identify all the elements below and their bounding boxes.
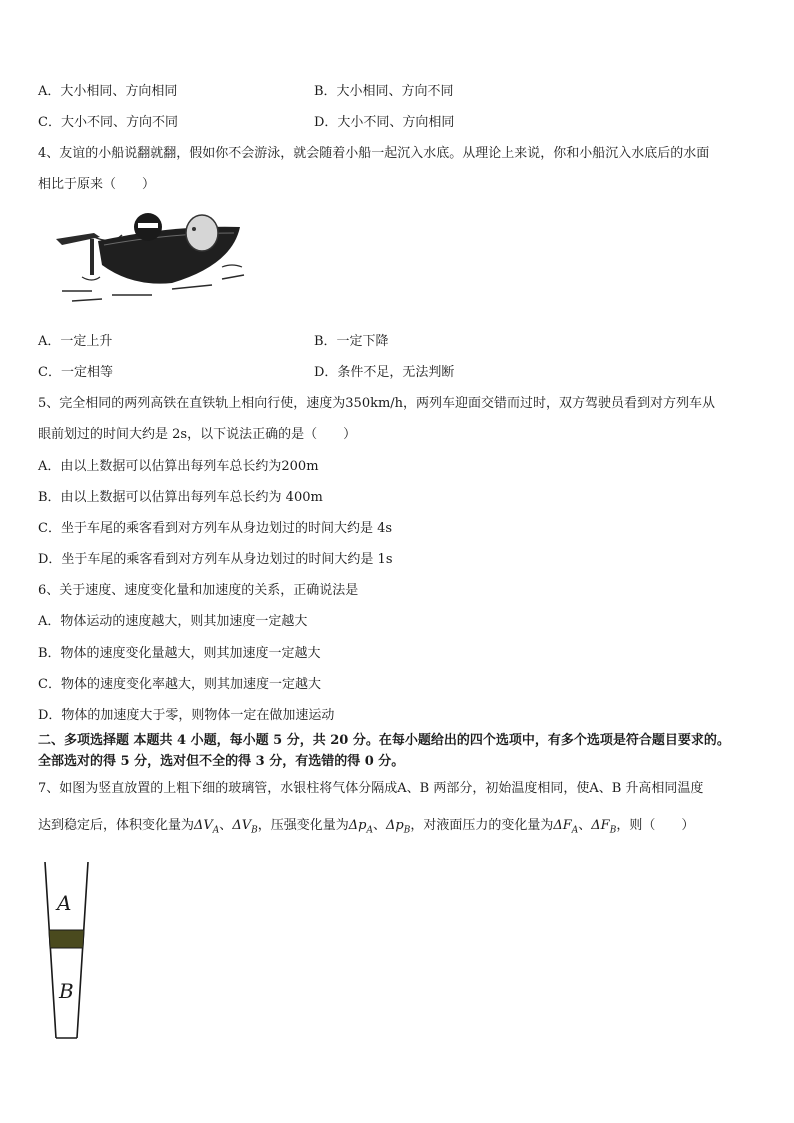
q4-stem-line2: 相比于原来（ ） [38, 177, 156, 192]
glass-tube-figure [40, 860, 100, 1045]
q7-mid1: ，压强变化量为 [257, 818, 349, 833]
section2-header-line2: 全部选对的得 5 分，选对但不全的得 3 分，有选错的得 0 分。 [38, 754, 405, 769]
q7-stem-line2 [38, 818, 694, 839]
gas-label-b: B [59, 979, 74, 1003]
q4-option-c: C．一定相等 [38, 365, 113, 380]
q7-line2-pre: 达到稳定后，体积变化量为 [38, 818, 195, 833]
delta-fa: $\Delta F_A$ [553, 818, 579, 836]
q5-option-b: B．由以上数据可以估算出每列车总长约为 400m [38, 490, 323, 505]
q6-option-d: D．物体的加速度大于零，则物体一定在做加速运动 [38, 708, 335, 723]
delta-pa: $\Delta p_A$ [348, 818, 373, 836]
delta-va: $\Delta V_A$ [194, 818, 220, 836]
q7-sep2: 、 [372, 818, 386, 833]
delta-vb: $\Delta V_B$ [232, 818, 258, 836]
q3-option-b: B．大小相同、方向不同 [314, 84, 454, 99]
q5-option-c: C．坐于车尾的乘客看到对方列车从身边划过的时间大约是 4s [38, 521, 393, 536]
q7-sep1: 、 [219, 818, 233, 833]
gas-label-a: A [57, 891, 72, 915]
q6-option-c: C．物体的速度变化率越大，则其加速度一定越大 [38, 677, 321, 692]
q7-stem-line1: 7、如图为竖直放置的上粗下细的玻璃管，水银柱将气体分隔成A、B 两部分，初始温度相同，使A、B 升高相同温度 [38, 781, 704, 796]
delta-fb: $\Delta F_B$ [591, 818, 617, 836]
q7-sep3: 、 [578, 818, 592, 833]
q4-option-b: B．一定下降 [314, 334, 389, 349]
q7-mid2: ，对液面压力的变化量为 [410, 818, 554, 833]
delta-pb: $\Delta p_B$ [385, 818, 411, 836]
boat-illustration [52, 205, 248, 305]
q6-stem: 6、关于速度、速度变化量和加速度的关系，正确说法是 [38, 583, 359, 598]
q5-option-a: A．由以上数据可以估算出每列车总长约为200m [38, 459, 319, 474]
q7-end: ，则（ ） [616, 818, 695, 833]
q3-option-d: D．大小不同、方向相同 [314, 115, 455, 130]
q5-stem-line1: 5、完全相同的两列高铁在直铁轨上相向行使，速度为350km/h，两列车迎面交错而过时，双方驾驶员看到对方列车从 [38, 396, 716, 411]
section2-header-line1: 二、多项选择题 本题共 4 小题，每小题 5 分，共 20 分。在每小题给出的四个选项中，有多个选项是符合题目要求的。 [38, 733, 730, 748]
q4-option-a: A．一定上升 [38, 334, 113, 349]
q6-option-b: B．物体的速度变化量越大，则其加速度一定越大 [38, 646, 321, 661]
q3-option-a: A．大小相同、方向相同 [38, 84, 178, 99]
q4-option-d: D．条件不足，无法判断 [314, 365, 455, 380]
q5-stem-line2: 眼前划过的时间大约是 2s，以下说法正确的是（ ） [38, 427, 357, 442]
q5-option-d: D．坐于车尾的乘客看到对方列车从身边划过的时间大约是 1s [38, 552, 393, 567]
q4-stem-line1: 4、友谊的小船说翻就翻，假如你不会游泳，就会随着小船一起沉入水底。从理论上来说，你和小船沉入水底后的水面 [38, 146, 710, 161]
q6-option-a: A．物体运动的速度越大，则其加速度一定越大 [38, 614, 308, 629]
mercury-column [49, 930, 84, 948]
q3-option-c: C．大小不同、方向不同 [38, 115, 178, 130]
